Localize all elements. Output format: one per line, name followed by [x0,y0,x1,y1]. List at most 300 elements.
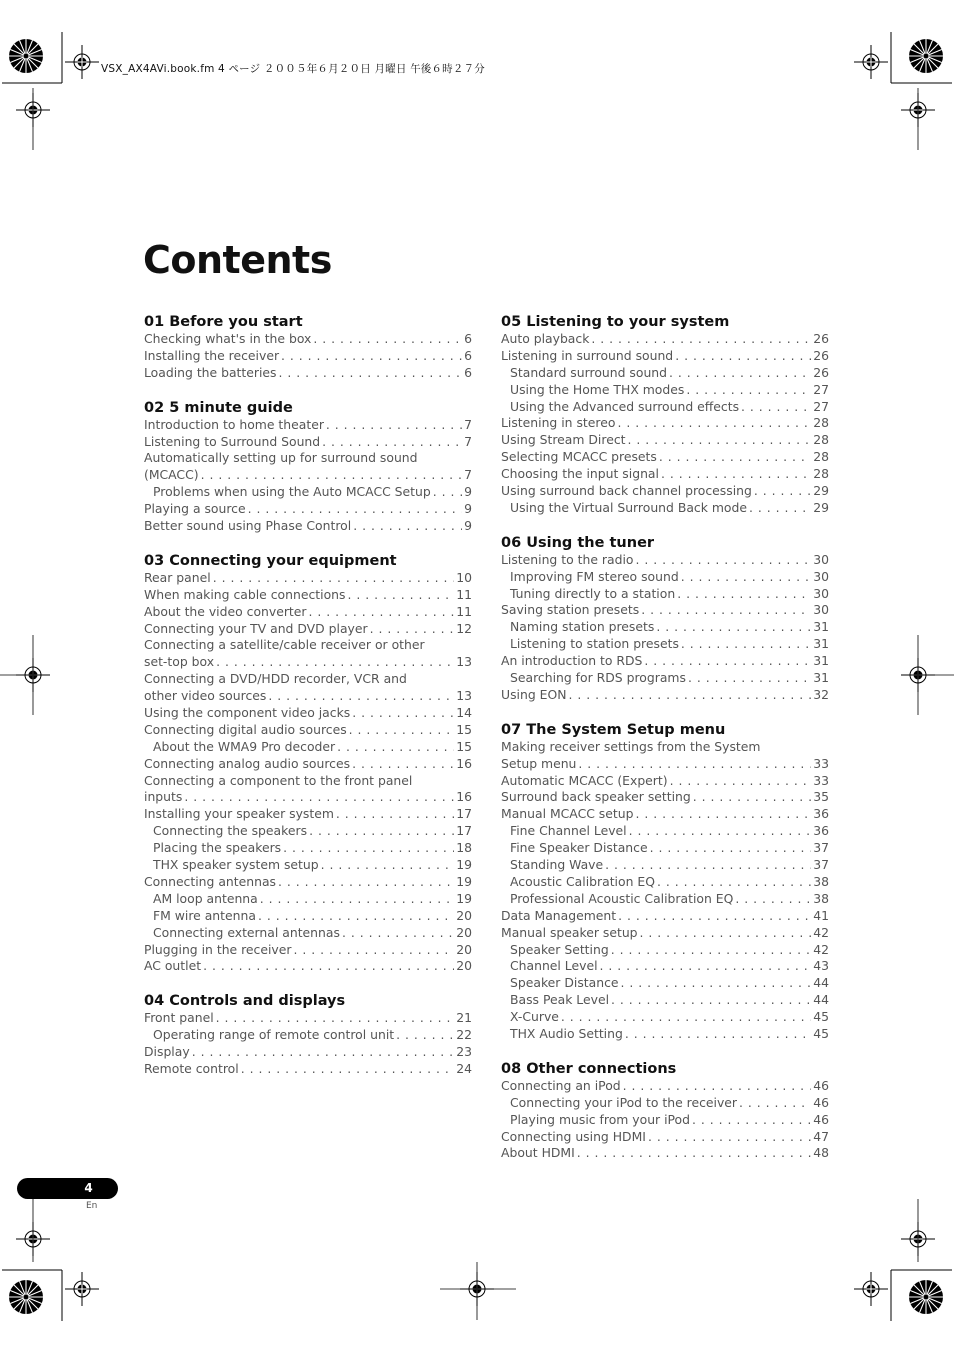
toc-entry-page: 31 [813,636,829,652]
dot-leader [578,756,811,773]
toc-entry[interactable] [144,857,472,874]
dot-leader [293,942,454,959]
toc-entry[interactable] [501,1095,829,1112]
toc-entry-page: 6 [464,364,472,380]
toc-entry-text: Listening in stereo [501,415,616,431]
toc-entry[interactable] [501,975,829,992]
dot-leader [342,925,454,942]
toc-entry-text: Auto playback [501,331,590,346]
dot-leader [618,908,811,925]
toc-section [501,720,829,1043]
toc-entry-page: 42 [813,941,829,957]
toc-entry[interactable] [144,604,472,621]
toc-entry-text: Making receiver settings from the System [501,738,761,754]
dot-leader [677,586,811,603]
toc-entry-page: 10 [456,569,472,585]
toc-entry[interactable] [144,365,472,382]
dot-leader [258,908,454,925]
toc-entry-text: Display [144,1044,190,1060]
toc-entry-text: Searching for RDS programs [510,670,686,686]
dot-leader [396,1027,454,1044]
toc-entry[interactable] [144,518,472,535]
toc-entry-text: Connecting the speakers [153,823,308,839]
toc-entry-text: Standing Wave [510,857,604,873]
toc-entry-page: 37 [813,840,829,856]
toc-entry-page: 38 [813,873,829,889]
toc-entry-text: set-top box [144,654,215,670]
dot-leader [611,992,811,1009]
toc-entry[interactable] [144,756,472,773]
section-title: 08 Other connections [501,1060,677,1077]
toc-entry-text: Surround back speaker setting [501,789,691,805]
toc-entry[interactable] [501,636,829,653]
dot-leader [640,925,812,942]
dot-leader [688,670,811,687]
toc-entry[interactable] [144,501,472,518]
toc-entry[interactable] [501,958,829,975]
toc-entry[interactable] [501,1078,829,1095]
dot-leader [184,789,454,806]
dot-leader [625,1026,811,1043]
toc-entry-page: 44 [813,975,829,991]
dot-leader [352,756,454,773]
dot-leader [635,552,811,569]
section-title: 04 Controls and displays [144,993,346,1010]
toc-entry-text: Connecting antennas [144,873,277,889]
toc-entry-text: Channel Level [510,958,598,974]
toc-entry-text: Connecting digital audio sources [144,721,347,737]
toc-entry[interactable] [501,348,829,365]
dot-leader [216,1010,455,1027]
toc-entry-page: 17 [456,823,472,839]
toc-entry[interactable] [501,466,829,483]
toc-entry[interactable] [144,1044,472,1061]
toc-entry-page: 26 [813,331,829,346]
toc-entry-text: Connecting your iPod to the receiver [510,1094,738,1110]
toc-entry[interactable] [144,773,472,790]
dot-leader [749,500,811,517]
dot-leader [213,570,455,587]
toc-entry-text: Using EON [501,686,567,702]
toc-entry-page: 19 [456,873,472,889]
toc-entry[interactable] [144,434,472,451]
toc-right-column [501,312,829,1178]
toc-entry-text: Selecting MCACC presets [501,449,657,465]
toc-entry-page: 28 [813,432,829,448]
toc-entry[interactable] [144,908,472,925]
dot-leader [628,432,812,449]
toc-entry[interactable] [144,417,472,434]
toc-entry[interactable] [144,637,472,654]
toc-entry-text: Connecting an iPod [501,1077,621,1093]
toc-entry[interactable] [144,587,472,604]
toc-entry-page: 32 [813,686,829,702]
toc-entry-text: Using surround back channel processing [501,483,752,499]
toc-entry[interactable] [144,722,472,739]
dot-leader [279,365,463,382]
toc-entry[interactable] [501,1129,829,1146]
toc-entry-text: Connecting a component to the front panel [144,772,413,788]
toc-entry-text: Connecting your TV and DVD player [144,620,368,636]
toc-entry-text: Improving FM stereo sound [510,568,679,584]
toc-section [501,312,829,517]
dot-leader [241,1061,455,1078]
dot-leader [322,434,462,451]
toc-entry-text: Problems when using the Auto MCACC Setup [153,484,431,500]
toc-entry[interactable] [144,621,472,638]
toc-entry-text: Listening to the radio [501,551,634,567]
section-title: 07 The System Setup menu [501,721,726,738]
dot-leader [260,891,454,908]
dot-leader [605,857,811,874]
toc-entry-page: 41 [813,907,829,923]
dot-leader [313,331,462,348]
dot-leader [629,823,812,840]
dot-leader [659,449,811,466]
toc-entry[interactable] [501,552,829,569]
toc-entry-page: 15 [456,721,472,737]
toc-entry-page: 13 [456,688,472,704]
section-title: 02 5 minute guide [144,399,293,416]
toc-entry-page: 31 [813,653,829,669]
dot-leader [336,806,454,823]
toc-entry-text: Manual speaker setup [501,924,638,940]
toc-entry[interactable] [144,484,472,501]
toc-entry-page: 18 [456,840,472,856]
toc-entry-page: 36 [813,806,829,822]
dot-leader [370,621,455,638]
dot-leader [591,331,811,348]
toc-entry-page: 13 [456,654,472,670]
toc-entry-text: An introduction to RDS [501,653,643,669]
toc-entry-page: 11 [456,586,472,602]
toc-entry-text: Naming station presets [510,619,655,635]
toc-entry[interactable] [501,569,829,586]
toc-section [144,551,472,975]
toc-entry-text: Listening to Surround Sound [144,433,321,449]
toc-entry-page: 33 [813,772,829,788]
toc-entry-page: 16 [456,755,472,771]
toc-entry-page: 30 [813,568,829,584]
toc-entry-page: 31 [813,619,829,635]
toc-entry-text: Connecting using HDMI [501,1128,646,1144]
toc-entry-page: 31 [813,670,829,686]
toc-entry[interactable] [144,823,472,840]
toc-entry-page: 11 [456,603,472,619]
dot-leader [568,687,811,704]
toc-entry-text: Automatic MCACC (Expert) [501,772,668,788]
toc-entry[interactable] [144,450,472,467]
toc-entry[interactable] [501,823,829,840]
toc-entry-text: AC outlet [144,958,202,974]
toc-entry-page: 27 [813,398,829,414]
dot-leader [644,653,811,670]
toc-entry-page: 19 [456,857,472,873]
toc-section [144,398,472,535]
toc-entry[interactable] [501,653,829,670]
toc-entry-text: Placing the speakers [153,840,282,856]
dot-leader [681,636,811,653]
toc-entry-page: 20 [456,958,472,974]
toc-entry-page: 37 [813,857,829,873]
toc-entry-page: 6 [464,347,472,363]
toc-entry-page: 15 [456,738,472,754]
dot-leader [326,417,462,434]
toc-entry[interactable] [501,382,829,399]
toc-entry-text: other video sources [144,688,267,704]
section-title: 01 Before you start [144,314,303,330]
toc-entry-page: 7 [464,416,472,432]
toc-entry-text: Using Stream Direct [501,432,626,448]
section-title: 06 Using the tuner [501,534,655,551]
toc-section [144,312,472,382]
dot-leader [201,467,463,484]
section-title: 03 Connecting your equipment [144,552,397,569]
toc-entry[interactable] [144,705,472,722]
toc-entry-text: Using the component video jacks [144,705,351,721]
toc-entry[interactable] [144,570,472,587]
toc-entry[interactable] [501,739,829,756]
toc-entry-page: 46 [813,1094,829,1110]
toc-entry[interactable] [144,925,472,942]
dot-leader [650,840,812,857]
toc-entry[interactable] [501,586,829,603]
toc-entry-page: 30 [813,585,829,601]
dot-leader [675,348,811,365]
toc-entry-page: 17 [456,806,472,822]
toc-entry[interactable] [144,806,472,823]
toc-entry-page: 26 [813,347,829,363]
toc-entry[interactable] [501,773,829,790]
toc-entry-page: 14 [456,705,472,721]
toc-entry-page: 9 [464,484,472,500]
toc-entry-text: Connecting analog audio sources [144,755,351,771]
toc-entry-page: 20 [456,907,472,923]
dot-leader [641,602,811,619]
toc-entry-text: Fine Channel Level [510,823,627,839]
toc-entry-text: Using the Home THX modes [510,381,685,397]
toc-entry-page: 43 [813,958,829,974]
toc-entry[interactable] [501,1145,829,1162]
toc-entry[interactable] [144,942,472,959]
toc-entry[interactable] [501,840,829,857]
toc-entry[interactable] [144,874,472,891]
dot-leader [352,705,454,722]
toc-entry[interactable] [501,399,829,416]
toc-entry-page: 23 [456,1044,472,1060]
toc-entry-text: When making cable connections [144,586,346,602]
toc-entry[interactable] [501,432,829,449]
toc-entry-page: 7 [464,433,472,449]
toc-entry[interactable] [501,483,829,500]
toc-entry[interactable] [501,670,829,687]
dot-leader [669,365,811,382]
toc-entry-page: 36 [813,823,829,839]
toc-entry-text: Manual MCACC setup [501,806,634,822]
toc-entry[interactable] [144,671,472,688]
toc-entry-text: Connecting a satellite/cable receiver or other [144,637,425,653]
dot-leader [661,466,811,483]
toc-entry-text: (MCACC) [144,467,199,483]
toc-entry-page: 29 [813,483,829,499]
toc-entry[interactable] [501,789,829,806]
toc-entry-text: Bass Peak Level [510,992,610,1008]
toc-entry-text: Better sound using Phase Control [144,518,352,534]
toc-entry-text: Playing music from your iPod [510,1111,691,1127]
dot-leader [309,604,455,621]
toc-entry-text: THX speaker system setup [153,857,319,873]
toc-entry-text: FM wire antenna [153,907,256,923]
dot-leader [353,518,462,535]
toc-entry[interactable] [144,739,472,756]
toc-entry-text: AM loop antenna [153,890,258,906]
toc-entry-page: 45 [813,1025,829,1041]
dot-leader [623,1078,812,1095]
toc-entry[interactable] [501,992,829,1009]
toc-entry-text: Data Management [501,907,617,923]
toc-entry-text: Introduction to home theater [144,416,324,432]
toc-entry[interactable] [144,654,472,671]
toc-entry-page: 44 [813,992,829,1008]
toc-entry-page: 46 [813,1077,829,1093]
toc-entry-text: Connecting a DVD/HDD recorder, VCR and [144,671,407,687]
toc-entry-page: 7 [464,467,472,483]
toc-entry-page: 9 [464,518,472,534]
toc-entry-text: Loading the batteries [144,364,277,380]
toc-section [144,991,472,1078]
toc-entry-text: Choosing the input signal [501,466,659,482]
toc-entry-page: 6 [464,331,472,346]
toc-entry-page: 38 [813,890,829,906]
toc-entry[interactable] [501,1112,829,1129]
toc-entry-page: 24 [456,1060,472,1076]
toc-entry[interactable] [144,331,472,348]
toc-entry[interactable] [501,1026,829,1043]
toc-entry-text: X-Curve [510,1009,559,1025]
toc-section [501,533,829,704]
dot-leader [283,840,454,857]
toc-entry-page: 28 [813,466,829,482]
toc-entry-text: Saving station presets [501,602,640,618]
dot-leader [321,857,455,874]
toc-entry-text: THX Audio Setting [510,1025,623,1041]
toc-entry[interactable] [501,500,829,517]
toc-entry-text: Listening to station presets [510,636,679,652]
dot-leader [337,739,454,756]
toc-entry[interactable] [501,415,829,432]
toc-entry-text: Speaker Distance [510,975,619,991]
toc-entry-text: Listening in surround sound [501,347,674,363]
toc-entry-text: Setup menu [501,755,577,771]
dot-leader [309,823,454,840]
toc-entry-page: 22 [456,1027,472,1043]
dot-leader [248,501,462,518]
toc-entry-text: inputs [144,789,183,805]
dot-leader [735,891,811,908]
toc-entry[interactable] [144,789,472,806]
toc-entry-text: Using the Advanced surround effects [510,398,740,414]
dot-leader [681,569,812,586]
toc-entry-text: Tuning directly to a station [510,585,676,601]
toc-entry[interactable] [501,874,829,891]
toc-entry-page: 27 [813,381,829,397]
toc-entry-page: 19 [456,890,472,906]
dot-leader [281,348,462,365]
toc-entry-page: 9 [464,501,472,517]
file-header: VSX_AX4AVi.book.fm 4 ページ ２００５年６月２０日 月曜日 午後６時２７分 [101,63,485,75]
dot-leader [349,722,455,739]
toc-entry-text: Professional Acoustic Calibration EQ [510,890,734,906]
language-label: En [86,1201,98,1211]
toc-entry[interactable] [501,365,829,382]
toc-entry[interactable] [501,1009,829,1026]
toc-entry-text: Installing the receiver [144,347,280,363]
toc-entry-page: 47 [813,1128,829,1144]
toc-entry[interactable] [144,840,472,857]
toc-entry-page: 30 [813,602,829,618]
toc-entry[interactable] [501,908,829,925]
toc-entry[interactable] [501,891,829,908]
toc-entry[interactable] [501,925,829,942]
toc-entry-text: Front panel [144,1010,214,1026]
dot-leader [635,806,811,823]
dot-leader [739,1095,811,1112]
toc-entry[interactable] [501,806,829,823]
toc-entry-page: 30 [813,551,829,567]
section-title: 05 Listening to your system [501,314,730,330]
toc-left-column [144,312,472,1094]
toc-entry[interactable] [144,1061,472,1078]
page-title: Contents [143,238,332,282]
toc-entry[interactable] [144,958,472,975]
toc-entry[interactable] [144,891,472,908]
toc-entry[interactable] [501,857,829,874]
toc-entry-text: Speaker Setting [510,941,609,957]
toc-entry[interactable] [501,687,829,704]
dot-leader [268,688,454,705]
toc-entry[interactable] [501,602,829,619]
toc-entry[interactable] [144,1027,472,1044]
toc-entry-text: Remote control [144,1060,239,1076]
toc-entry[interactable] [144,1010,472,1027]
toc-entry[interactable] [144,688,472,705]
toc-entry-text: Checking what's in the box [144,331,312,346]
dot-leader [693,789,811,806]
dot-leader [692,1112,811,1129]
toc-entry-page: 35 [813,789,829,805]
toc-entry-page: 12 [456,620,472,636]
dot-leader [433,484,462,501]
toc-entry[interactable] [501,942,829,959]
toc-entry[interactable] [144,467,472,484]
toc-entry-page: 29 [813,499,829,515]
toc-entry-text: Connecting external antennas [153,924,340,940]
toc-entry-page: 16 [456,789,472,805]
toc-entry[interactable] [144,348,472,365]
toc-entry-page: 21 [456,1010,472,1026]
toc-entry[interactable] [501,449,829,466]
dot-leader [561,1009,811,1026]
toc-entry[interactable] [501,331,829,348]
toc-entry-text: About the WMA9 Pro decoder [153,738,336,754]
dot-leader [611,942,812,959]
toc-entry[interactable] [501,756,829,773]
page-number-tab [17,1178,118,1199]
dot-leader [656,619,811,636]
toc-entry-text: Operating range of remote control unit [153,1027,395,1043]
toc-entry[interactable] [501,619,829,636]
dot-leader [577,1145,811,1162]
